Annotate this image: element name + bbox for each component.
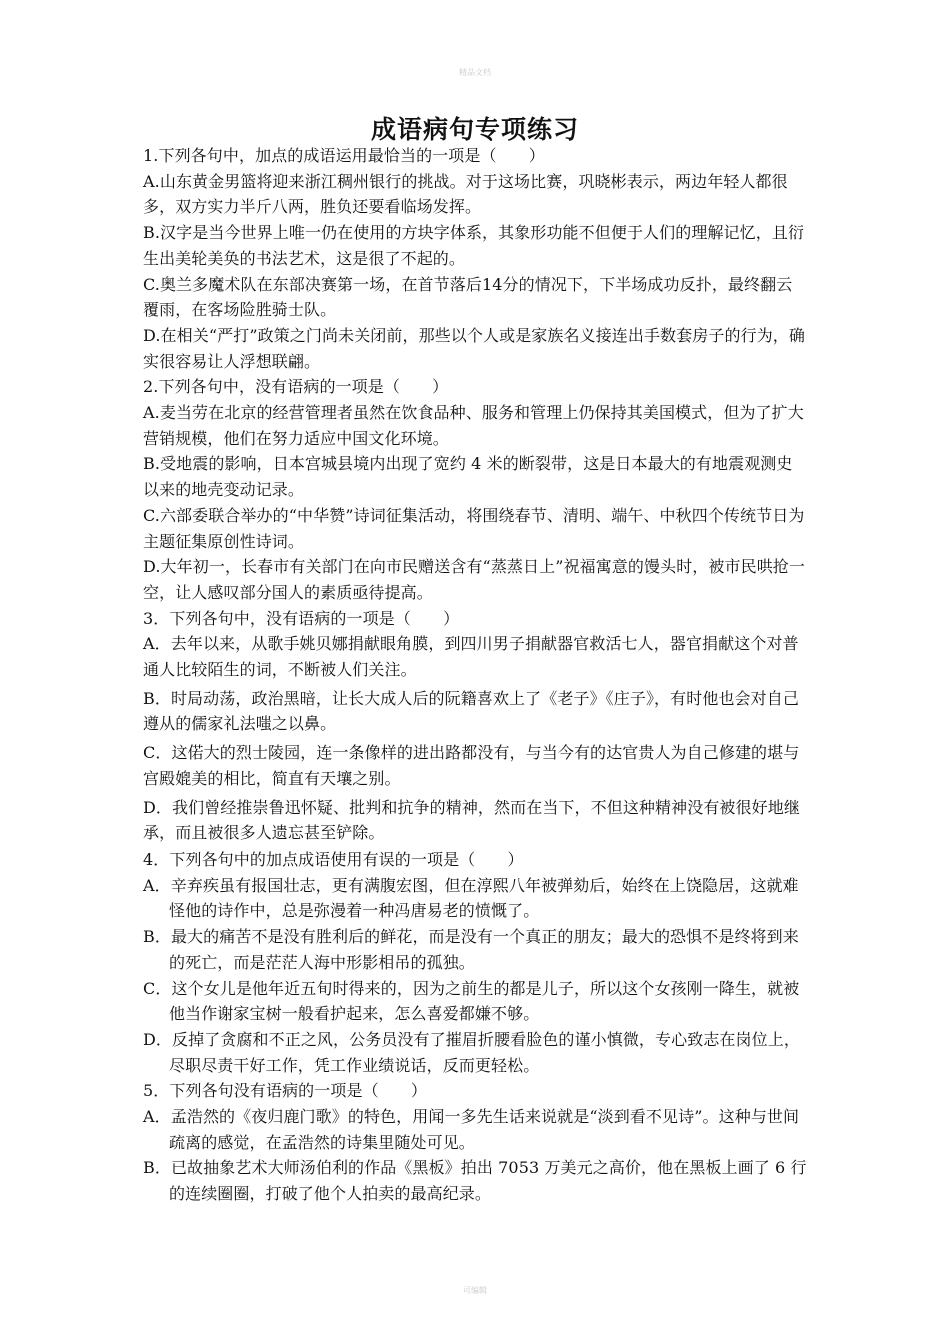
page-title: 成语病句专项练习 [370,115,579,144]
option-c: C．这个女儿是他年近五旬时得来的，因为之前生的都是儿子，所以这个女孩刚一降生，就被他当作谢家宝树一般看护起来，怎么喜爱都嫌不够。 [143,978,800,1024]
option-b: B.受地震的影响，日本宫城县境内出现了宽约 4 米的断裂带，这是日本最大的有地震观测史以来的地壳变动记录。 [143,454,793,500]
option-a: A．去年以来，从歌手姚贝娜捐献眼角膜，到四川男子捐献器官救活七人，器官捐献这个对普通人比较陌生的词，不断被人们关注。 [143,634,799,680]
question-3 [143,606,808,846]
document-body [143,143,808,1207]
option-b: B．已故抽象艺术大师汤伯利的作品《黑板》拍出 7053 万美元之高价，他在黑板上画了 6 行的连续圈圈，打破了他个人拍卖的最高纪录。 [143,1158,807,1204]
question-stem: 3．下列各句中，没有语病的一项是（ ） [143,608,460,628]
option-d: D.在相关“严打”政策之门尚未关闭前，那些以个人或是家族名义接连出手数套房子的行为，确实很容易让人浮想联翩。 [143,325,806,371]
option-a: A.山东黄金男篮将迎来浙江稠州银行的挑战。对于这场比赛，巩晓彬表示，两边年轻人都很多，双方实力半斤八两，胜负还要看临场发挥。 [143,171,788,217]
header-watermark: 精品文档 [459,68,491,77]
question-1 [143,143,808,374]
question-2 [143,374,808,605]
question-stem: 5．下列各句没有语病的一项是（ ） [143,1081,427,1101]
footer-watermark: 可编辑 [463,1286,487,1295]
question-5 [143,1078,808,1207]
option-d: D.大年初一，长春市有关部门在向市民赠送含有“蒸蒸日上”祝福寓意的馒头时，被市民哄抢一空，让人感叹部分国人的素质亟待提高。 [143,557,806,602]
option-a: A．孟浩然的《夜归鹿门歌》的特色，用闻一多先生话来说就是“淡到看不见诗”。这种与世间疏离的感觉，在孟浩然的诗集里随处可见。 [143,1107,800,1152]
option-c: C.六部委联合举办的“中华赞”诗词征集活动，将围绕春节、清明、端午、中秋四个传统节日为主题征集原创性诗词。 [143,505,805,551]
question-stem: 2.下列各句中，没有语病的一项是（ ） [143,377,449,397]
option-b: B．时局动荡，政治黑暗，让长大成人后的阮籍喜欢上了《老子》《庄子》，有时他也会对自己遵从的儒家礼法嗤之以鼻。 [143,688,799,734]
option-c: C.奥兰多魔术队在东部决赛第一场，在首节落后14分的情况下，下半场成功反扑，最终翻云覆雨，在客场险胜骑士队。 [143,274,793,320]
question-stem: 1.下列各句中，加点的成语运用最恰当的一项是（ ） [143,146,545,165]
question-4 [143,847,808,1078]
option-a: A．辛弃疾虽有报国壮志，更有满腹宏图，但在淳熙八年被弹劾后，始终在上饶隐居，这就难怪他的诗作中，总是弥漫着一种冯唐易老的愤慨了。 [143,875,799,921]
option-b: B．最大的痛苦不是没有胜利后的鲜花，而是没有一个真正的朋友；最大的恐惧不是终将到来的死亡，而是茫茫人海中形影相吊的孤独。 [143,927,799,972]
option-b: B.汉字是当今世界上唯一仍在使用的方块字体系，其象形功能不但便于人们的理解记忆，且衍生出美轮美奂的书法艺术，这是很了不起的。 [143,223,805,268]
option-d: D．反掉了贪腐和不正之风，公务员没有了摧眉折腰看脸色的谨小慎微，专心致志在岗位上，尽职尽责干好工作，凭工作业绩说话，反而更轻松。 [143,1029,800,1075]
question-stem: 4．下列各句中的加点成语使用有误的一项是（ ） [143,849,524,869]
option-a: A.麦当劳在北京的经营管理者虽然在饮食品种、服务和管理上仍保持其美国模式，但为了扩大营销规模，他们在努力适应中国文化环境。 [143,403,804,448]
option-d: D．我们曾经推崇鲁迅怀疑、批判和抗争的精神，然而在当下，不但这种精神没有被很好地继承，而且被很多人遗忘甚至铲除。 [143,797,800,843]
option-c: C．这偌大的烈士陵园，连一条像样的进出路都没有，与当今有的达官贵人为自己修建的堪与宫殿媲美的相比，简直有天壤之别。 [143,743,800,788]
